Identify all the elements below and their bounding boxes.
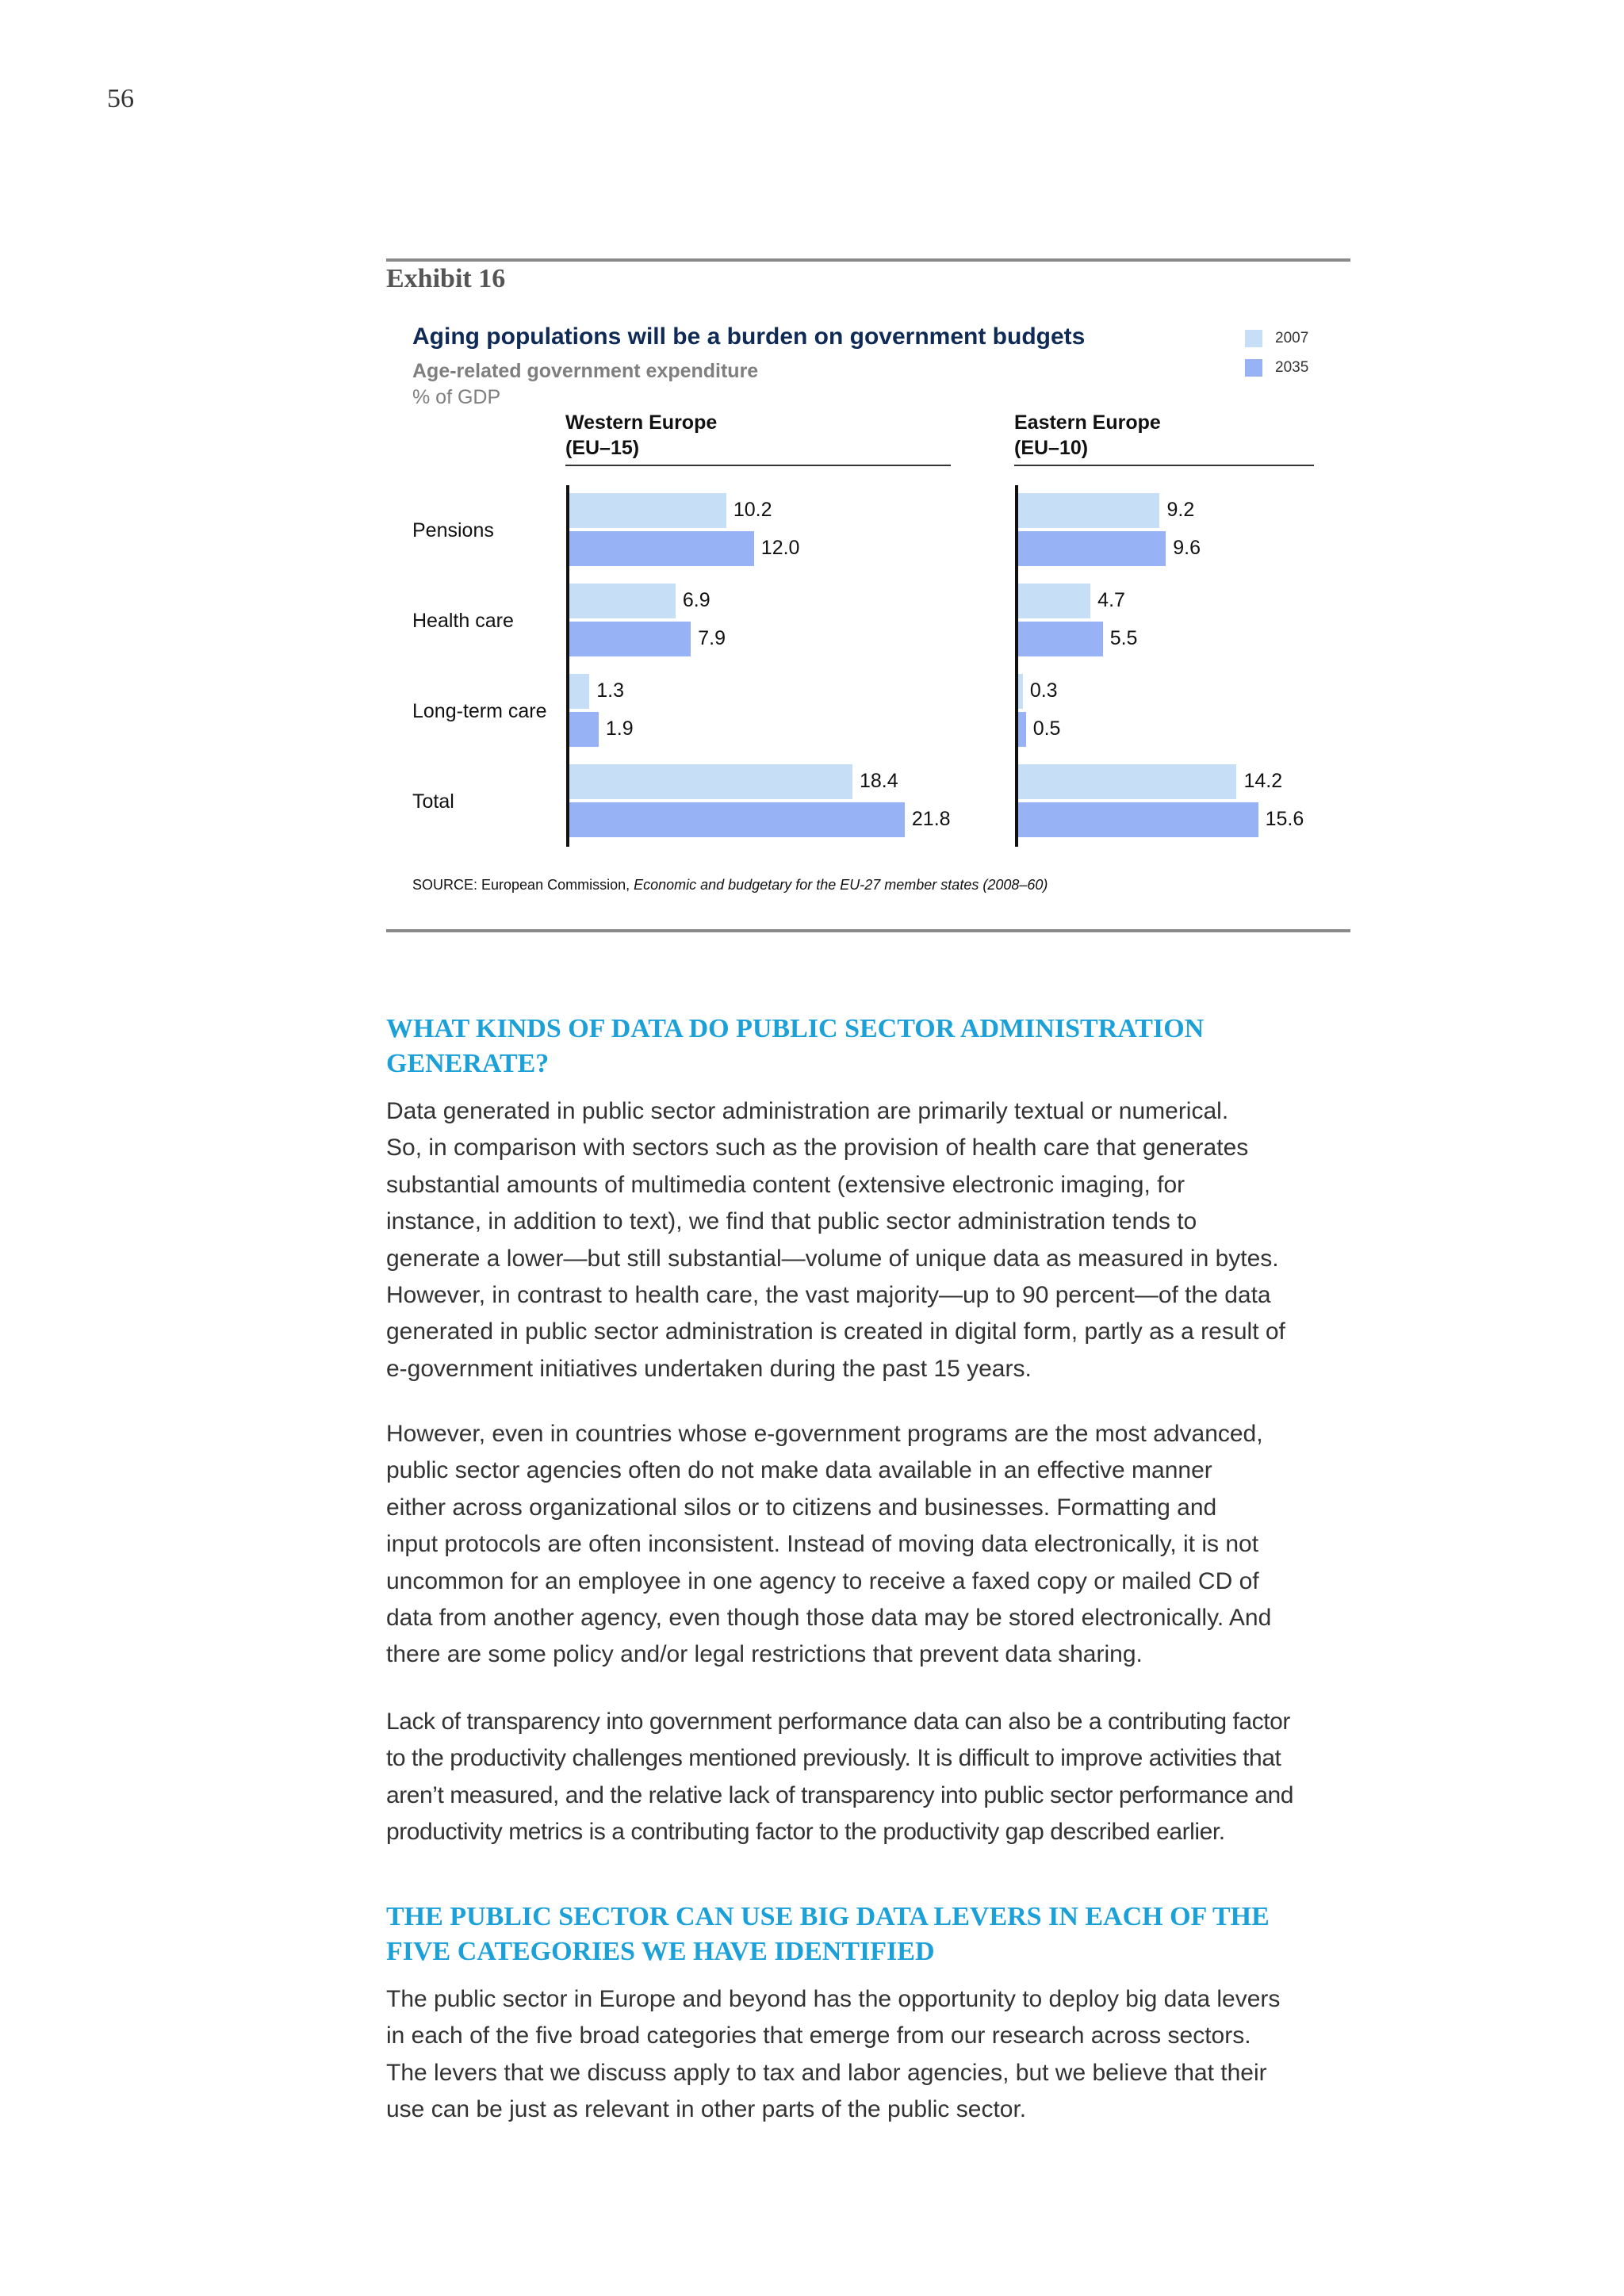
bar-western-total-2035 (569, 802, 905, 837)
text-line: However, in contrast to health care, the vast majority—up to 90 percent—of the data (386, 1282, 1271, 1309)
text-line: there are some policy and/or legal restrictions that prevent data sharing. (386, 1641, 1143, 1668)
bar-value-label: 12.0 (760, 537, 800, 559)
category-label-health-care: Health care (412, 610, 514, 632)
text-line: productivity metrics is a contributing factor to the productivity gap described earlier. (386, 1819, 1225, 1846)
legend-item-2007 (1245, 328, 1308, 349)
bar-eastern-long-term-care-2035 (1018, 712, 1026, 747)
chart-title: Aging populations will be a burden on government budgets (412, 323, 1086, 350)
section-heading (386, 1900, 1354, 1969)
text-line: The levers that we discuss apply to tax and labor agencies, but we believe that their (386, 2059, 1267, 2086)
text-line: aren’t measured, and the relative lack of transparency into public sector performance and (386, 1781, 1293, 1808)
bar-value-label: 0.5 (1032, 718, 1061, 740)
legend-swatch-2007 (1245, 330, 1262, 347)
text-line: public sector agencies often do not make data available in an effective manner (386, 1457, 1212, 1484)
bar-value-label: 5.5 (1109, 627, 1138, 649)
chart-unit: % of GDP (412, 386, 501, 408)
text-line: e-government initiatives undertaken during the past 15 years. (386, 1355, 1032, 1382)
paragraph-big-data-levers (386, 1981, 1354, 2129)
bar-value-label: 4.7 (1097, 589, 1125, 611)
paragraph-e-government (386, 1416, 1354, 1674)
bar-value-label: 18.4 (859, 770, 898, 792)
panel-header-line: Eastern Europe (1014, 411, 1161, 434)
panel-underline-western (565, 465, 951, 466)
page-number: 56 (107, 84, 134, 113)
chart-source (412, 877, 1048, 894)
text-line: substantial amounts of multimedia content (extensive electronic imaging, for (386, 1171, 1185, 1198)
text-line: to the productivity challenges mentioned previously. It is difficult to improve activities that (386, 1745, 1281, 1772)
text-line: generate a lower—but still substantial—volume of unique data as measured in bytes. (386, 1245, 1279, 1272)
bar-value-label: 6.9 (682, 589, 710, 611)
bar-eastern-total-2035 (1018, 802, 1258, 837)
text-line: in each of the five broad categories that emerge from our research across sectors. (386, 2022, 1251, 2049)
panel-header-line: (EU–15) (565, 437, 640, 459)
bar-value-label: 10.2 (733, 499, 772, 521)
category-label-long-term-care: Long-term care (412, 700, 547, 722)
bar-western-pensions-2035 (569, 531, 754, 566)
exhibit-bottom-rule (386, 929, 1350, 932)
panel-header-line: Western Europe (565, 411, 718, 434)
bar-eastern-total-2007 (1018, 764, 1236, 799)
bar-eastern-pensions-2035 (1018, 531, 1166, 566)
category-label-total: Total (412, 790, 454, 813)
bar-western-health-care-2035 (569, 622, 691, 656)
section-heading-line: FIVE CATEGORIES WE HAVE IDENTIFIED (386, 1937, 935, 1966)
panel-header-western-europe (565, 410, 717, 461)
legend-item-2035 (1245, 358, 1308, 378)
source-title: Economic and budgetary for the EU-27 member states (2008–60) (634, 877, 1048, 893)
category-label-pensions: Pensions (412, 519, 494, 541)
bar-western-health-care-2007 (569, 584, 676, 618)
text-line: Lack of transparency into government performance data can also be a contributing factor (386, 1709, 1290, 1735)
text-line: instance, in addition to text), we find that public sector administration tends to (386, 1208, 1197, 1235)
exhibit-top-rule (386, 258, 1350, 262)
text-line: either across organizational silos or to citizens and businesses. Formatting and (386, 1494, 1217, 1521)
text-line: So, in comparison with sectors such as the provision of health care that generates (386, 1135, 1249, 1161)
bar-western-total-2007 (569, 764, 852, 799)
section-heading-line: GENERATE? (386, 1049, 550, 1078)
bar-western-long-term-care-2007 (569, 674, 589, 709)
bar-western-pensions-2007 (569, 493, 726, 528)
bar-value-label: 14.2 (1243, 770, 1283, 792)
bar-value-label: 15.6 (1265, 808, 1304, 830)
panel-header-line: (EU–10) (1014, 437, 1089, 459)
bar-value-label: 21.8 (911, 808, 951, 830)
bar-value-label: 7.9 (698, 627, 726, 649)
chart-subtitle: Age-related government expenditure (412, 360, 759, 382)
section-heading-line: THE PUBLIC SECTOR CAN USE BIG DATA LEVERS IN EACH OF THE (386, 1902, 1270, 1931)
text-line: data from another agency, even though those data may be stored electronically. And (386, 1605, 1272, 1632)
bar-value-label: 9.6 (1173, 537, 1201, 559)
bar-value-label: 0.3 (1029, 679, 1058, 702)
bar-eastern-pensions-2007 (1018, 493, 1159, 528)
bar-value-label: 1.3 (596, 679, 624, 702)
text-line: However, even in countries whose e-government programs are the most advanced, (386, 1421, 1263, 1447)
panel-header-eastern-europe (1014, 410, 1161, 461)
legend-swatch-2035 (1245, 359, 1262, 377)
bar-value-label: 1.9 (605, 718, 634, 740)
source-prefix: SOURCE: European Commission, (412, 877, 634, 893)
exhibit-label: Exhibit 16 (386, 264, 506, 293)
text-line: The public sector in Europe and beyond has the opportunity to deploy big data levers (386, 1986, 1281, 2012)
bar-eastern-long-term-care-2007 (1018, 674, 1023, 709)
section-heading (386, 1012, 1354, 1081)
text-line: input protocols are often inconsistent. Instead of moving data electronically, it is not (386, 1531, 1259, 1558)
legend-label-2007: 2007 (1275, 330, 1309, 346)
paragraph-data-types (386, 1093, 1354, 1387)
text-line: use can be just as relevant in other parts of the public sector. (386, 2096, 1027, 2123)
bar-eastern-health-care-2007 (1018, 584, 1090, 618)
text-line: generated in public sector administration is created in digital form, partly as a result of (386, 1318, 1285, 1345)
section-heading-line: WHAT KINDS OF DATA DO PUBLIC SECTOR ADMINISTRATION (386, 1014, 1205, 1043)
bar-western-long-term-care-2035 (569, 712, 599, 747)
panel-underline-eastern (1014, 465, 1314, 466)
legend-label-2035: 2035 (1275, 359, 1309, 376)
paragraph-transparency (386, 1704, 1354, 1851)
text-line: uncommon for an employee in one agency to receive a faxed copy or mailed CD of (386, 1567, 1259, 1594)
text-line: Data generated in public sector administration are primarily textual or numerical. (386, 1098, 1229, 1124)
bar-value-label: 9.2 (1166, 499, 1195, 521)
bar-eastern-health-care-2035 (1018, 622, 1103, 656)
